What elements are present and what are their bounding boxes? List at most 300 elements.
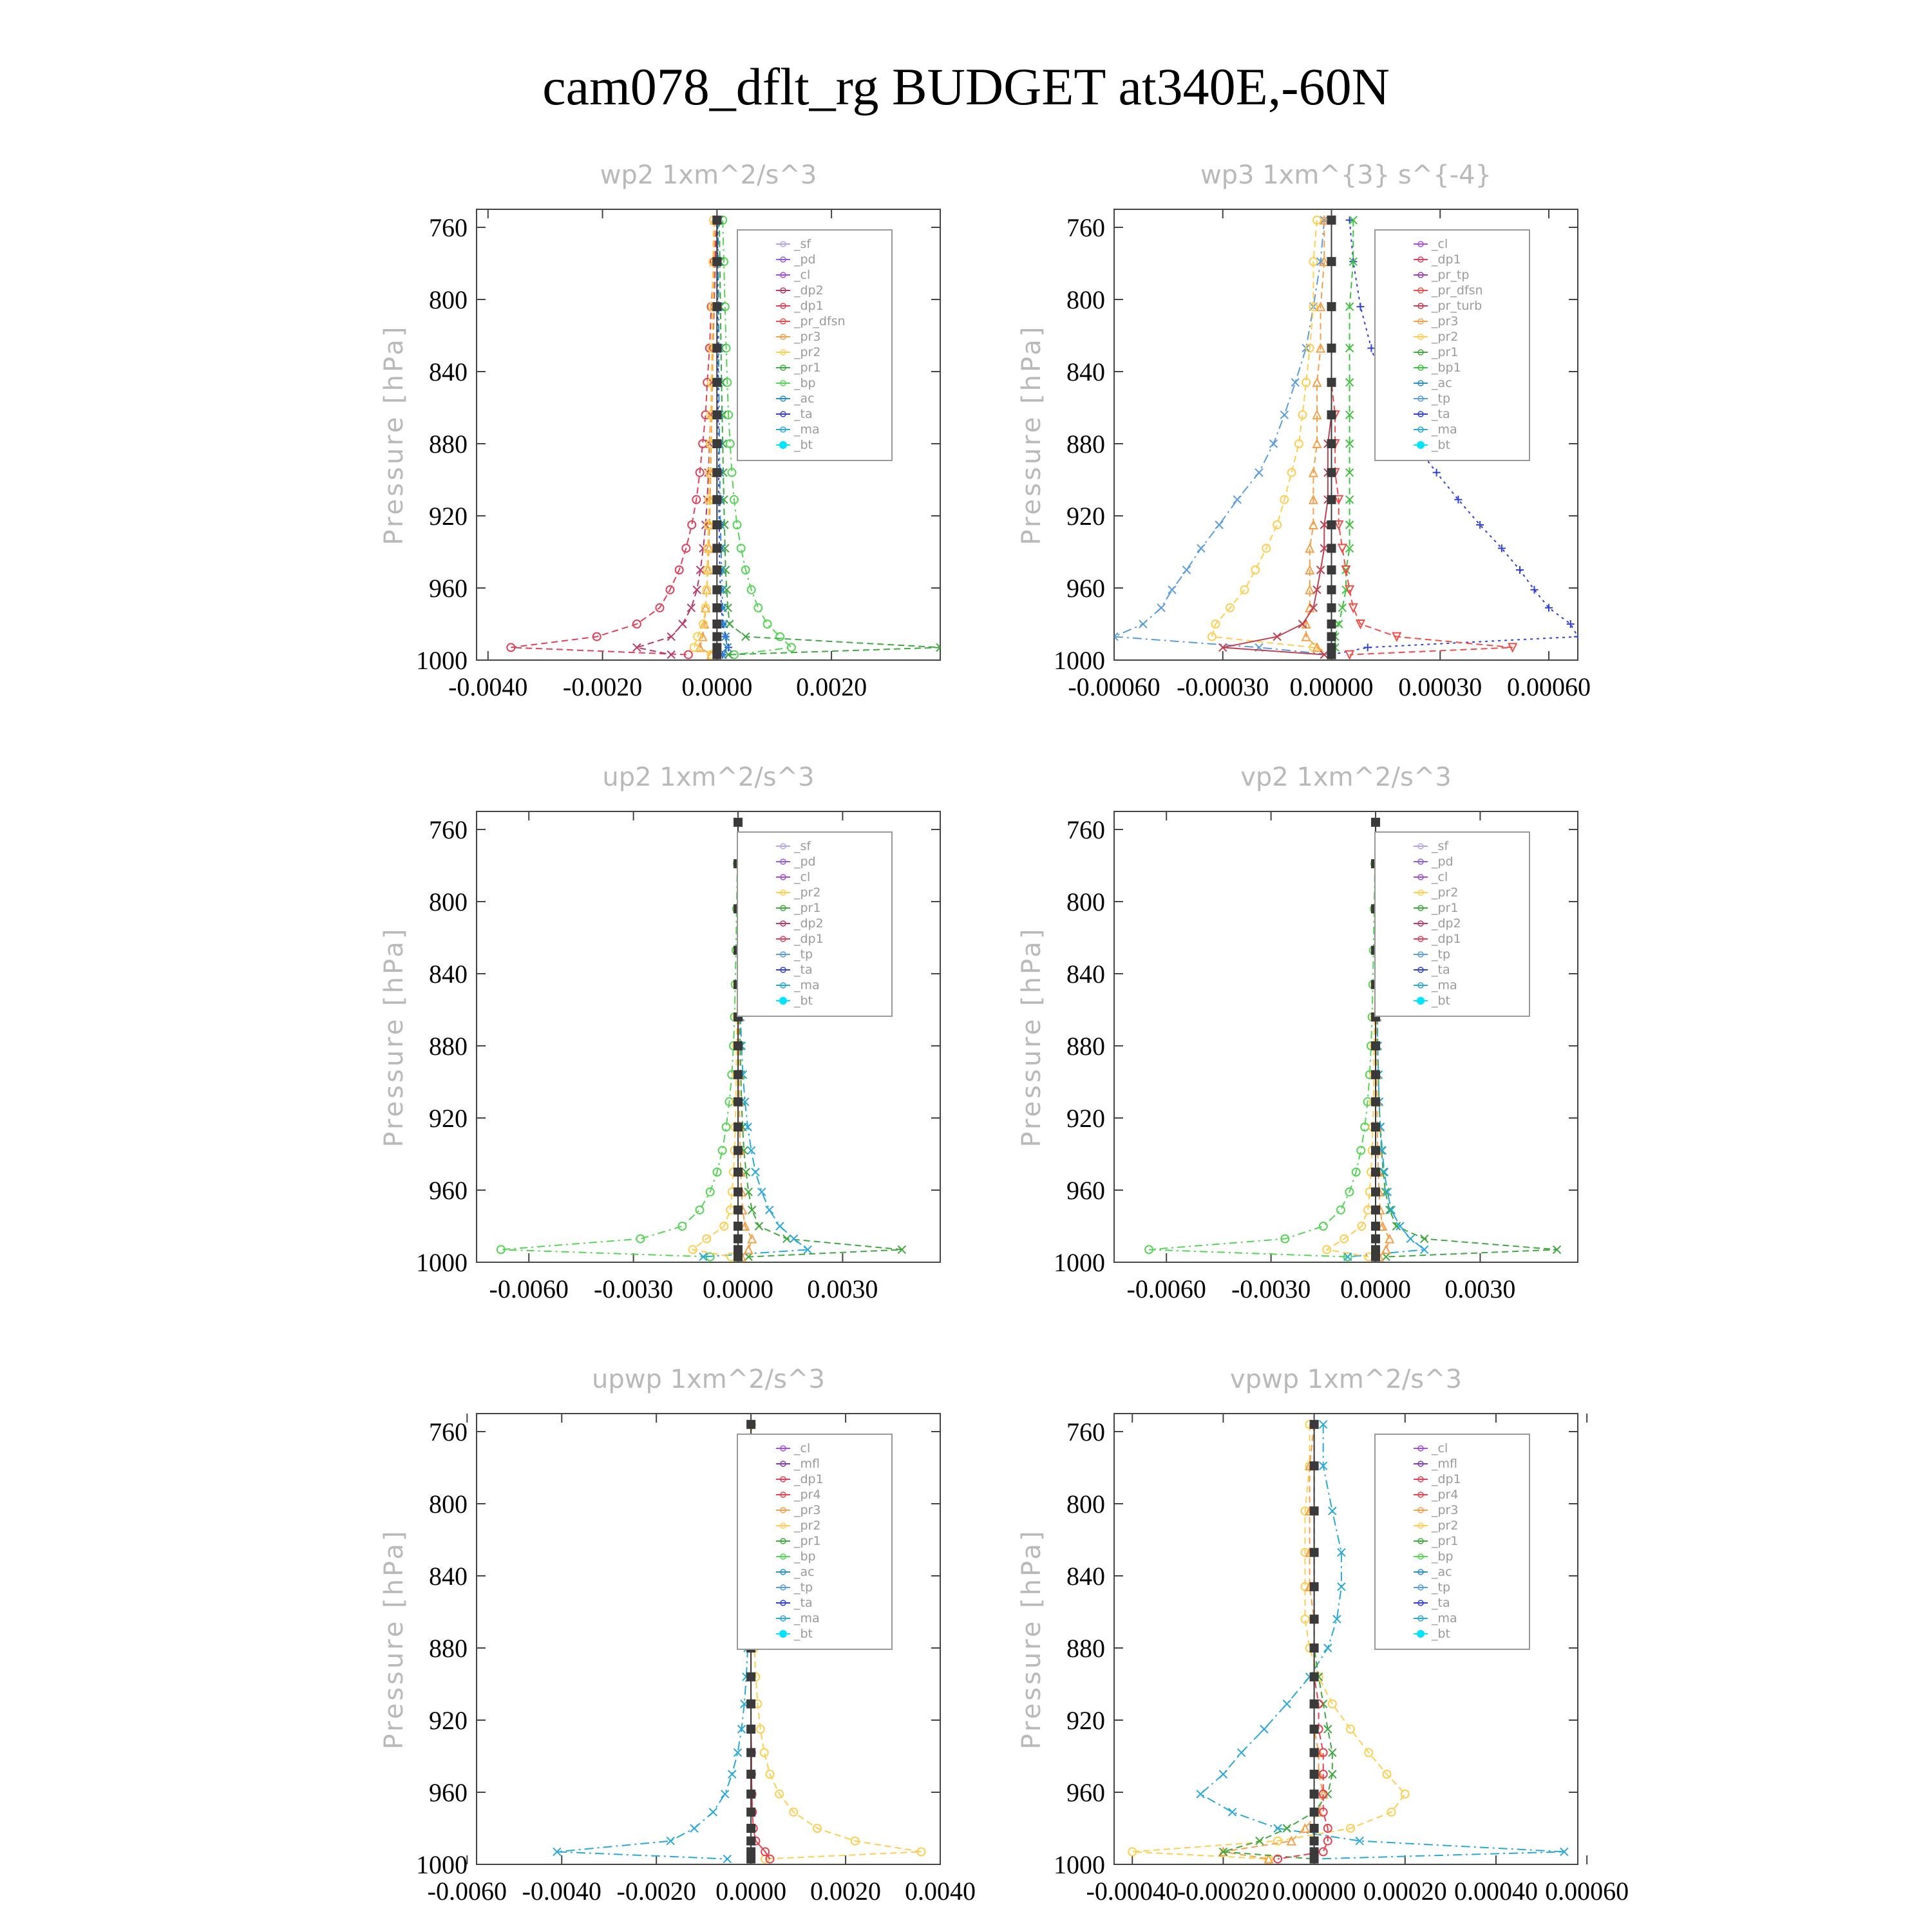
data-point [1168,586,1176,594]
data-point [1306,604,1314,612]
data-point [1382,1245,1390,1253]
chart-panel [1017,762,1578,1303]
data-point [734,1146,742,1154]
data-point [713,411,721,419]
legend-label: _pr2 [1432,886,1459,900]
data-point [667,633,675,641]
legend [1375,230,1530,460]
data-point [734,1253,742,1261]
y-tick-label: 760 [429,1417,468,1446]
data-point [1328,216,1336,224]
data-point [1320,1848,1327,1855]
y-axis-label: Pressure [hPa] [1017,324,1046,545]
y-tick-label: 960 [1066,574,1105,603]
data-point [1260,1725,1268,1733]
data-point [1311,1848,1318,1855]
data-point [1372,1071,1379,1079]
legend-label: _bp [1432,1549,1454,1564]
data-point [1372,1146,1379,1154]
data-point [636,1235,644,1243]
data-point [1197,544,1205,552]
data-point [747,1790,755,1798]
panel-title: vp2 1xm^2/s^3 [1240,762,1452,792]
data-point [713,604,721,612]
data-point [1197,1790,1204,1798]
y-tick-label: 920 [1066,502,1105,531]
data-point [734,1206,742,1214]
data-point [747,1421,755,1428]
legend-label: _cl [1432,870,1448,884]
y-tick-label: 880 [1066,1634,1105,1663]
data-point [1139,620,1147,628]
legend-label: _bt [1432,1627,1451,1641]
data-point [1311,1790,1318,1798]
x-tick-label: 0.0000 [681,672,753,701]
x-tick-label: -0.00060 [1068,672,1160,701]
data-point [721,1790,729,1798]
y-tick-label: 840 [429,357,468,386]
data-point [1311,1808,1318,1816]
data-point [1288,469,1296,477]
data-point [1311,1725,1318,1733]
series-line-pr2 [1327,822,1376,1257]
legend-label: _ta [1432,1596,1450,1610]
data-point [1233,496,1241,504]
data-point [1338,544,1346,552]
series-line-dp1 [1223,220,1332,655]
series-line-pr4 [1278,1425,1328,1859]
legend-label: _tp [1432,1580,1451,1595]
y-tick-label: 920 [429,1706,468,1735]
data-point [713,544,721,552]
data-point [1309,521,1317,529]
data-point [747,1700,755,1708]
data-point [1328,303,1336,310]
y-axis-label: Pressure [hPa] [379,1528,409,1750]
data-point [1238,1748,1245,1756]
y-tick-label: 960 [429,574,468,603]
data-point [728,1770,736,1778]
data-point [1372,819,1379,826]
x-tick-label: 0.0000 [715,1877,787,1906]
data-point [1311,1507,1318,1515]
legend-label: _pr2 [794,886,821,900]
legend-label: _ma [1432,978,1457,992]
data-point [734,819,742,826]
data-point [754,604,762,612]
y-tick-label: 760 [1066,815,1105,844]
y-tick-label: 1000 [416,646,468,675]
legend-marker [1417,1630,1425,1638]
y-tick-label: 840 [1066,357,1105,386]
legend-label: _pr3 [794,330,821,344]
legend-label: _ma [794,1611,820,1625]
data-point [1406,1235,1414,1243]
legend-label: _cl [1432,237,1448,251]
data-point [1273,521,1281,529]
legend-label: _bt [1432,438,1451,452]
series-line-pr2 [1212,220,1332,655]
legend-label: _ma [1432,1611,1457,1625]
legend-label: _pr1 [1432,345,1459,359]
legend-label: _bp [794,376,816,390]
legend-label: _pr2 [1432,1519,1459,1533]
y-tick-label: 880 [1066,430,1105,459]
x-tick-label: -0.0030 [1231,1274,1311,1303]
x-tick-label: -0.0060 [1126,1274,1206,1303]
y-tick-label: 800 [1066,887,1105,916]
legend-label: _ac [794,392,815,406]
data-point [747,1808,755,1816]
x-tick-label: 0.0000 [703,1274,774,1303]
legend-label: _dp2 [794,283,824,298]
data-point [1311,1421,1318,1428]
x-tick-label: 0.00030 [1398,672,1482,701]
data-point [713,258,721,265]
y-tick-label: 1000 [416,1850,468,1879]
data-point [790,1235,798,1243]
x-tick-label: 0.00000 [1289,672,1374,701]
x-tick-label: -0.00030 [1177,672,1269,701]
data-point [1347,1725,1354,1733]
data-point [761,1748,768,1756]
legend-label: _pr_turb [1432,299,1482,313]
legend-label: _pr_dfsn [1432,283,1483,298]
legend-label: _ta [794,963,813,977]
data-point [723,1855,731,1863]
y-axis-label: Pressure [hPa] [379,324,409,545]
data-point [734,1235,742,1243]
data-point [1338,1583,1345,1591]
legend-label: _tp [794,1580,813,1595]
data-point [678,1222,686,1230]
data-point [1328,258,1336,265]
legend-label: _cl [794,268,811,282]
data-point [734,1071,742,1079]
data-point [1328,633,1336,641]
data-point [633,643,641,651]
legend-label: _sf [794,237,811,251]
data-point [1372,1235,1379,1243]
data-point [1311,1837,1318,1845]
chart-panel [1017,160,1591,701]
data-point [1328,586,1336,594]
data-point [1215,521,1223,529]
data-point [1311,1824,1318,1832]
legend [737,1434,892,1649]
legend-label: _ma [794,978,820,992]
legend-label: _dp1 [1432,252,1461,267]
data-point [1357,303,1365,310]
data-point [788,643,795,651]
data-point [1372,1253,1379,1261]
data-point [1328,496,1336,504]
legend-label: _cl [794,1441,811,1455]
data-point [713,566,721,574]
data-point [690,1824,698,1832]
legend-label: _sf [1432,839,1449,853]
data-point [1328,469,1336,477]
data-point [1516,566,1524,574]
y-tick-label: 760 [1066,1417,1105,1446]
y-tick-label: 840 [429,960,468,989]
legend-label: _cl [794,870,811,884]
data-point [1313,440,1321,448]
y-tick-label: 760 [429,213,468,242]
legend-label: _dp2 [794,916,824,931]
data-point [1401,1790,1409,1798]
y-tick-label: 760 [429,815,468,844]
y-tick-label: 840 [1066,1562,1105,1591]
legend-label: _pr3 [794,1503,821,1517]
y-tick-label: 840 [429,1562,468,1591]
data-point [713,345,721,352]
legend-label: _pr_dfsn [794,314,846,328]
x-tick-label: -0.0030 [593,1274,674,1303]
legend-label: _pr2 [1432,330,1459,344]
data-point [1311,1549,1318,1557]
legend [737,832,892,1016]
y-tick-label: 960 [429,1176,468,1205]
data-point [713,521,721,529]
legend-label: _pr_tp [1432,268,1470,282]
legend-label: _dp1 [1432,932,1461,946]
data-point [1270,440,1278,448]
legend-label: _pr1 [1432,901,1459,915]
y-tick-label: 960 [429,1778,468,1807]
data-point [1157,604,1165,612]
data-point [1372,1098,1379,1106]
y-tick-label: 880 [1066,1032,1105,1061]
legend-marker [1417,997,1425,1005]
chart-panel [1017,1365,1629,1906]
x-tick-label: 0.0000 [1340,1274,1412,1303]
legend-label: _ma [1432,422,1457,437]
data-point [713,303,721,310]
y-tick-label: 920 [1066,1104,1105,1133]
y-tick-label: 1000 [1054,1850,1105,1879]
data-point [679,620,687,628]
legend-marker [779,441,787,449]
y-tick-label: 800 [429,887,468,916]
data-point [709,1808,717,1816]
panel-title: up2 1xm^2/s^3 [602,762,815,792]
data-point [667,1837,674,1845]
data-point [734,1042,742,1050]
x-tick-label: 0.0020 [796,672,867,701]
series-line-tp [1114,220,1332,655]
y-tick-label: 880 [429,1634,468,1663]
data-point [1329,1700,1336,1708]
y-tick-label: 840 [1066,960,1105,989]
legend-label: _pr2 [794,345,821,359]
data-point [1241,586,1249,594]
legend-label: _ta [794,407,813,421]
data-point [747,1824,755,1832]
data-point [713,216,721,224]
legend-label: _sf [794,839,811,853]
data-point [713,620,721,628]
y-tick-label: 960 [1066,1778,1105,1807]
data-point [1372,1206,1379,1214]
series-line-dp1 [511,220,717,655]
x-tick-label: 0.0040 [905,1877,976,1906]
data-point [1328,566,1336,574]
data-point [1283,1700,1291,1708]
data-point [690,643,698,651]
data-point [734,1168,742,1176]
x-tick-label: 0.00020 [1363,1877,1447,1906]
data-point [1372,1123,1379,1131]
data-point [747,1770,755,1778]
legend-label: _ac [1432,376,1452,390]
figure-title: cam078_dflt_rg BUDGET at340E,-60N [542,57,1390,116]
panel-title: vpwp 1xm^2/s^3 [1229,1365,1463,1394]
data-point [1311,1748,1318,1756]
legend-label: _tp [1432,392,1451,406]
data-point [1372,1042,1379,1050]
y-tick-label: 920 [429,1104,468,1133]
series-line-dp1 [1149,822,1376,1257]
x-tick-label: 0.0030 [1444,1274,1516,1303]
legend-label: _pr2 [794,1519,821,1533]
data-point [1283,1824,1291,1832]
legend-label: _pr1 [1432,1534,1459,1548]
y-tick-label: 920 [1066,1706,1105,1735]
data-point [1219,1770,1227,1778]
chart-panel [379,1365,976,1906]
panel-title: upwp 1xm^2/s^3 [592,1365,825,1394]
x-tick-label: 0.00060 [1545,1877,1629,1906]
x-tick-label: 0.00040 [1454,1877,1538,1906]
data-point [1208,633,1216,641]
data-point [1328,440,1336,448]
data-point [734,1098,742,1106]
data-point [1328,651,1336,659]
legend [737,230,892,460]
legend-marker [1417,441,1425,449]
data-point [713,496,721,504]
legend-label: _pr1 [794,1534,821,1548]
data-point [747,1837,755,1845]
legend-label: _ta [1432,963,1450,977]
x-tick-label: -0.00020 [1177,1877,1270,1906]
chart-panel [379,762,940,1303]
x-tick-label: -0.00040 [1086,1877,1179,1906]
data-point [1291,379,1299,386]
legend-label: _pd [794,855,816,869]
legend-label: _pr1 [794,901,821,915]
x-tick-label: -0.0040 [522,1877,601,1906]
data-point [1364,643,1372,651]
data-point [693,586,701,594]
data-point [734,1188,742,1196]
data-point [696,1206,703,1214]
legend-label: _pr1 [794,361,821,375]
legend-label: _bp1 [1432,361,1461,375]
data-point [747,1748,755,1756]
legend-marker [779,1630,787,1638]
data-point [1311,1700,1318,1708]
y-tick-label: 880 [429,430,468,459]
data-point [1328,604,1336,612]
x-tick-label: -0.0060 [489,1274,569,1303]
data-point [1320,1222,1327,1230]
x-tick-label: 0.00000 [1272,1877,1356,1906]
data-point [1311,1855,1318,1863]
x-tick-label: -0.0040 [448,672,528,701]
data-point [713,440,721,448]
data-point [747,1855,755,1863]
legend-label: _mfl [1432,1457,1457,1471]
y-tick-label: 1000 [416,1248,468,1277]
data-point [783,1235,791,1243]
data-point [1433,469,1441,477]
data-point [1328,379,1336,386]
data-point [1372,1168,1379,1176]
data-point [1372,1222,1379,1230]
x-tick-label: 0.0020 [810,1877,882,1906]
legend-label: _ac [794,1565,815,1579]
data-point [1328,345,1336,352]
data-point [713,586,721,594]
x-tick-label: -0.0020 [616,1877,696,1906]
data-point [1311,1583,1318,1591]
data-point [1229,1808,1236,1816]
data-point [1367,345,1375,352]
legend-label: _pr3 [1432,314,1459,328]
legend [1375,1434,1530,1649]
data-point [1372,1188,1379,1196]
y-tick-label: 760 [1066,213,1105,242]
data-point [734,1123,742,1131]
legend-label: _bt [1432,994,1451,1008]
legend-label: _pd [794,252,816,267]
data-point [734,1222,742,1230]
legend-label: _ta [1432,407,1450,421]
y-tick-label: 800 [429,285,468,314]
series-line-dp1 [501,822,738,1257]
y-tick-label: 800 [1066,285,1105,314]
data-point [1324,1644,1332,1652]
data-point [1256,1837,1264,1845]
y-tick-label: 920 [429,502,468,531]
legend-label: _cl [1432,1441,1448,1455]
y-tick-label: 800 [429,1490,468,1519]
x-tick-label: -0.0060 [427,1877,507,1906]
data-point [1311,1615,1318,1623]
legend-label: _pd [1432,855,1454,869]
data-point [1183,566,1191,574]
panels-container [379,160,1629,1906]
y-axis-label: Pressure [hPa] [1017,926,1046,1148]
data-point [747,1673,755,1681]
data-point [747,1725,755,1733]
y-tick-label: 1000 [1054,646,1105,675]
legend [1375,832,1530,1016]
data-point [1574,633,1582,641]
x-tick-label: -0.0020 [562,672,643,701]
legend-label: _ta [794,1596,813,1610]
series-line-pr2 [1132,1425,1405,1859]
panel-title: wp3 1xm^{3} s^{-4} [1200,160,1492,190]
legend-label: _ma [794,422,820,437]
series-line-tp [557,1425,751,1859]
legend-label: _bt [794,438,813,452]
legend-label: _mfl [794,1457,820,1471]
y-axis-label: Pressure [hPa] [1017,1528,1046,1750]
data-point [1311,1462,1318,1470]
